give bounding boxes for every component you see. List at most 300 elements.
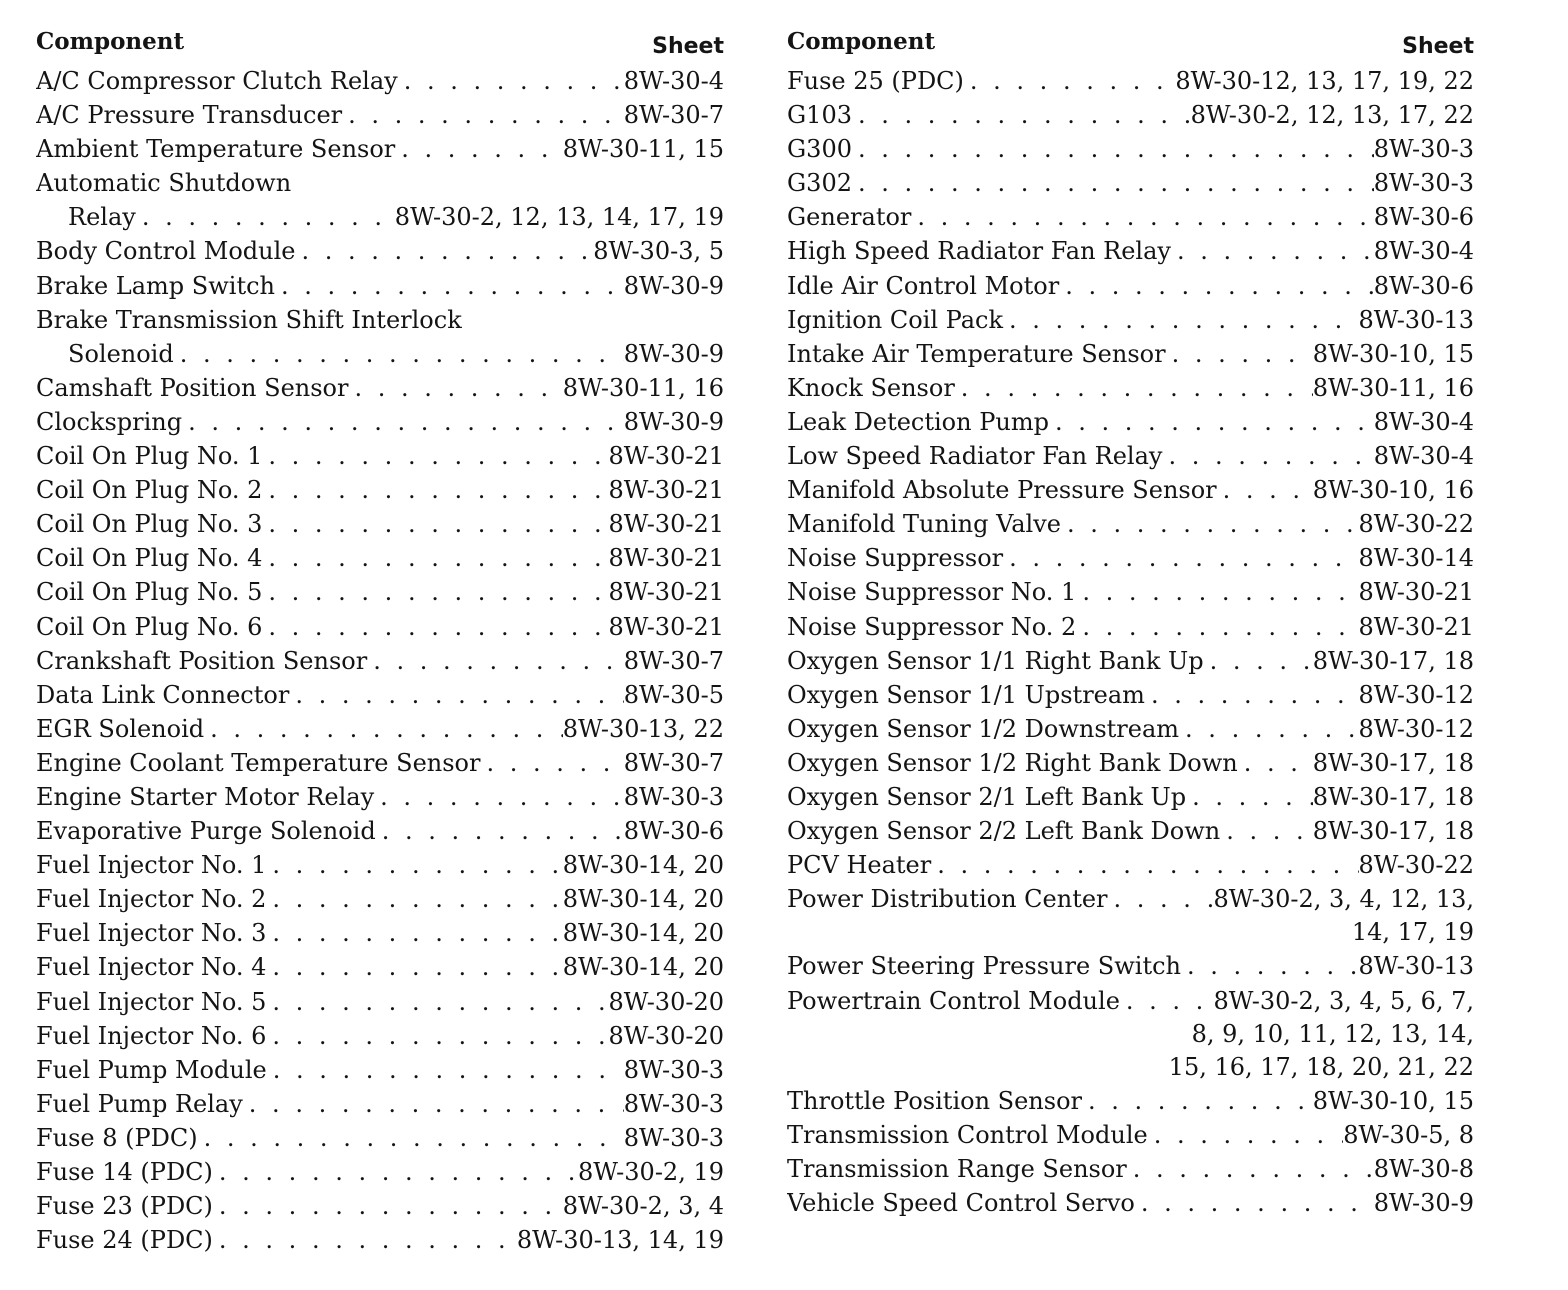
index-entry: [36, 166, 724, 234]
component-name: Fuse 24 (PDC): [36, 1226, 213, 1255]
sheet-reference: 8W-30-6: [1373, 203, 1474, 232]
component-name: Ignition Coil Pack: [787, 305, 1003, 334]
sheet-reference: 8W-30-21: [608, 476, 724, 505]
component-name: Manifold Absolute Pressure Sensor: [787, 476, 1217, 505]
dot-leader: [1217, 473, 1313, 507]
component-name: Manifold Tuning Valve: [787, 510, 1061, 539]
sheet-reference: 8W-30-12: [1358, 680, 1474, 709]
sheet-reference: 8W-30-7: [623, 646, 724, 675]
dot-leader: [376, 814, 624, 848]
sheet-reference: 8W-30-10, 15: [1312, 339, 1474, 368]
entry-line: [787, 507, 1474, 541]
sheet-reference: 8W-30-10, 15: [1312, 1086, 1474, 1115]
dot-leader: [1179, 712, 1358, 746]
component-name: Brake Lamp Switch: [36, 271, 275, 300]
dot-leader: [1145, 678, 1359, 712]
index-entry: [36, 1053, 724, 1087]
dot-leader: [1003, 541, 1358, 575]
index-entry: [36, 1155, 724, 1189]
entry-line: [36, 98, 724, 132]
index-entry: [787, 234, 1474, 268]
index-entry: [36, 950, 724, 984]
dot-leader: [262, 541, 608, 575]
index-entry: [787, 746, 1474, 780]
entry-line: [36, 882, 724, 916]
sheet-reference: 8W-30-22: [1358, 510, 1474, 539]
component-name: Fuse 23 (PDC): [36, 1192, 213, 1221]
entry-line: [787, 234, 1474, 268]
dot-leader: [1171, 234, 1374, 268]
index-entry: [36, 1223, 724, 1257]
dot-leader: [852, 98, 1191, 132]
right-column: [787, 28, 1474, 1220]
index-entry: [787, 780, 1474, 814]
index-entry: [787, 405, 1474, 439]
component-name: Oxygen Sensor 1/2 Right Bank Down: [787, 748, 1238, 777]
component-name: Oxygen Sensor 2/1 Left Bank Up: [787, 782, 1187, 811]
dot-leader: [964, 64, 1175, 98]
component-name: Fuel Injector No. 5: [36, 987, 267, 1016]
component-name: G103: [787, 101, 852, 130]
sheet-reference: 8W-30-2, 12, 13, 17, 22: [1190, 101, 1474, 130]
component-name: G302: [787, 169, 852, 198]
dot-leader: [367, 644, 624, 678]
entry-line: [787, 780, 1474, 814]
entry-line: [36, 950, 724, 984]
sheet-reference: 8W-30-9: [623, 339, 724, 368]
dot-leader: [1082, 1084, 1313, 1118]
entry-line: [787, 269, 1474, 303]
left-component-list: [36, 64, 724, 1257]
sheet-reference: 8W-30-17, 18: [1312, 782, 1474, 811]
component-name: PCV Heater: [787, 851, 932, 880]
component-name: Oxygen Sensor 2/2 Left Bank Down: [787, 817, 1221, 846]
index-entry: [787, 848, 1474, 882]
dot-leader: [1049, 405, 1374, 439]
index-entry: [36, 371, 724, 405]
component-name: Oxygen Sensor 1/1 Upstream: [787, 680, 1145, 709]
dot-leader: [262, 473, 608, 507]
index-entry: [36, 507, 724, 541]
dot-leader: [1127, 1152, 1374, 1186]
component-name: Brake Transmission Shift Interlock: [36, 305, 462, 334]
component-name: Low Speed Radiator Fan Relay: [787, 442, 1163, 471]
entry-line: [36, 1189, 724, 1223]
component-name: Fuse 25 (PDC): [787, 67, 964, 95]
entry-line: [787, 610, 1474, 644]
component-name: Fuel Injector No. 6: [36, 1021, 267, 1050]
sheet-reference: 8W-30-3: [1373, 169, 1474, 198]
component-name: Coil On Plug No. 5: [36, 578, 263, 607]
sheet-reference: 8W-30-3: [623, 1123, 724, 1152]
component-name: Evaporative Purge Solenoid: [36, 817, 376, 846]
index-entry: [787, 132, 1474, 166]
index-entry: [787, 337, 1474, 371]
index-entry: [787, 712, 1474, 746]
entry-line: [36, 269, 724, 303]
sheet-reference: 8W-30-13, 14, 19: [516, 1226, 724, 1255]
entry-line: [787, 1084, 1474, 1118]
right-component-list: [787, 64, 1474, 1220]
entry-line: [36, 985, 724, 1019]
entry-line: [787, 678, 1474, 712]
component-name: Leak Detection Pump: [787, 407, 1049, 436]
sheet-reference: 8W-30-2, 19: [577, 1158, 724, 1186]
dot-leader: [266, 985, 608, 1019]
index-entry: [36, 644, 724, 678]
component-name: Coil On Plug No. 4: [36, 544, 263, 573]
component-name: A/C Compressor Clutch Relay: [36, 67, 398, 95]
dot-leader: [267, 1053, 624, 1087]
dot-leader: [931, 848, 1358, 882]
entry-line: [36, 780, 724, 814]
dot-leader: [1204, 644, 1313, 678]
component-name: High Speed Radiator Fan Relay: [787, 237, 1171, 266]
component-name: Oxygen Sensor 1/1 Right Bank Up: [787, 646, 1204, 675]
index-entry: [787, 200, 1474, 234]
index-entry: [787, 1152, 1474, 1186]
entry-line: [787, 848, 1474, 882]
component-name: Coil On Plug No. 1: [36, 442, 263, 471]
index-entry: [36, 98, 724, 132]
dot-leader: [374, 780, 624, 814]
index-entry: [787, 882, 1474, 949]
sheet-reference: 8W-30-2, 3, 4: [562, 1192, 724, 1221]
component-name: Ambient Temperature Sensor: [36, 135, 396, 164]
sheet-reference-continued: 8, 9, 10, 11, 12, 13, 14,: [1191, 1019, 1474, 1048]
sheet-reference: 8W-30-21: [608, 510, 724, 539]
sheet-reference: 8W-30-4: [623, 67, 724, 95]
dot-leader: [1220, 814, 1312, 848]
index-entry: [36, 473, 724, 507]
sheet-reference: 8W-30-21: [608, 544, 724, 573]
sheet-reference: 8W-30-3: [623, 1055, 724, 1084]
component-name: Power Distribution Center: [787, 885, 1108, 914]
dot-leader: [243, 1087, 624, 1121]
sheet-reference: 8W-30-21: [608, 612, 724, 641]
index-entry: [36, 780, 724, 814]
component-name: Engine Starter Motor Relay: [36, 782, 375, 811]
component-name: Fuel Injector No. 1: [36, 851, 267, 880]
component-name: Automatic Shutdown: [36, 169, 292, 198]
component-name: Power Steering Pressure Switch: [787, 952, 1181, 981]
sheet-reference: 8W-30-9: [623, 271, 724, 300]
sheet-reference: 8W-30-6: [623, 817, 724, 846]
entry-line: [787, 439, 1474, 473]
dot-leader: [198, 1121, 624, 1155]
component-name: Throttle Position Sensor: [787, 1086, 1082, 1115]
entry-line: [36, 439, 724, 473]
component-name: Clockspring: [36, 407, 183, 436]
dot-leader: [1162, 439, 1373, 473]
index-entry: [787, 269, 1474, 303]
right-column-header: [787, 28, 1474, 64]
entry-line: [36, 132, 724, 166]
dot-leader: [266, 950, 562, 984]
dot-leader: [182, 405, 624, 439]
dot-leader: [1108, 882, 1214, 916]
sheet-reference: 8W-30-13: [1358, 952, 1474, 981]
left-column-header: [36, 28, 724, 64]
dot-leader: [213, 1189, 563, 1223]
sheet-reference: 8W-30-2, 12, 13, 14, 17, 19: [394, 203, 724, 232]
component-name: Body Control Module: [36, 237, 296, 266]
sheet-reference: 8W-30-11, 16: [562, 373, 724, 402]
sheet-reference: 8W-30-17, 18: [1312, 646, 1474, 675]
dot-leader: [262, 439, 608, 473]
sheet-reference: 8W-30-3: [623, 782, 724, 811]
dot-leader: [296, 234, 594, 268]
index-entry: [36, 234, 724, 268]
sheet-reference: 8W-30-4: [1373, 237, 1474, 266]
sheet-reference: 8W-30-10, 16: [1312, 476, 1474, 505]
index-entry: [36, 985, 724, 1019]
component-name: Noise Suppressor: [787, 544, 1004, 573]
index-entry: [787, 949, 1474, 983]
component-name: Fuel Pump Relay: [36, 1089, 243, 1118]
index-entry: [36, 575, 724, 609]
component-name: Powertrain Control Module: [787, 986, 1120, 1015]
entry-line: [787, 200, 1474, 234]
index-entry: [36, 882, 724, 916]
dot-leader: [1061, 507, 1359, 541]
sheet-reference: 8W-30-13: [1358, 305, 1474, 334]
entry-line: [36, 610, 724, 644]
sheet-reference: 8W-30-20: [608, 1021, 724, 1050]
dot-leader: [955, 371, 1313, 405]
dot-leader: [266, 1019, 608, 1053]
component-name-continued: Solenoid: [68, 339, 174, 368]
component-name: Noise Suppressor No. 2: [787, 612, 1077, 641]
index-entry: [36, 1189, 724, 1223]
sheet-reference: 8W-30-14: [1358, 544, 1474, 573]
dot-leader: [275, 269, 624, 303]
component-name: Data Link Connector: [36, 680, 290, 709]
entry-line: [36, 644, 724, 678]
left-column: [36, 28, 724, 1257]
component-name: Fuse 14 (PDC): [36, 1158, 213, 1186]
entry-line: [36, 541, 724, 575]
entry-line: [787, 166, 1474, 200]
entry-line: [787, 1118, 1474, 1152]
sheet-reference: 8W-30-8: [1373, 1155, 1474, 1183]
dot-leader: [1166, 337, 1313, 371]
sheet-reference: 8W-30-9: [623, 407, 724, 436]
component-name: Generator: [787, 203, 912, 232]
entry-line: [787, 882, 1474, 916]
component-name: Coil On Plug No. 2: [36, 476, 263, 505]
component-name: Transmission Range Sensor: [787, 1155, 1127, 1183]
index-entry: [787, 541, 1474, 575]
dot-leader: [342, 98, 624, 132]
dot-leader: [213, 1223, 517, 1257]
dot-leader: [204, 712, 563, 746]
sheet-reference: 8W-30-7: [623, 101, 724, 130]
entry-line: [787, 746, 1474, 780]
index-entry: [787, 166, 1474, 200]
dot-leader: [1148, 1118, 1344, 1152]
sheet-reference: 8W-30-5: [623, 680, 724, 709]
component-name: Fuel Pump Module: [36, 1055, 267, 1084]
sheet-reference: 8W-30-17, 18: [1312, 817, 1474, 846]
dot-leader: [348, 371, 562, 405]
index-entry: [36, 916, 724, 950]
entry-line: [36, 507, 724, 541]
sheet-reference: 8W-30-3: [623, 1089, 724, 1118]
dot-leader: [289, 678, 623, 712]
dot-leader: [1059, 269, 1374, 303]
sheet-reference: 8W-30-21: [608, 442, 724, 471]
index-entry: [787, 64, 1474, 98]
entry-line: [787, 949, 1474, 983]
entry-line: [36, 712, 724, 746]
entry-line: [787, 405, 1474, 439]
dot-leader: [174, 337, 624, 371]
sheet-reference: 8W-30-14, 20: [562, 919, 724, 948]
index-entry: [36, 303, 724, 371]
entry-line: [36, 371, 724, 405]
sheet-reference: 8W-30-12, 13, 17, 19, 22: [1175, 67, 1474, 95]
dot-leader: [262, 507, 608, 541]
entry-line: [787, 541, 1474, 575]
entry-line: [787, 814, 1474, 848]
sheet-reference: 8W-30-9: [1373, 1189, 1474, 1218]
index-entry: [787, 1084, 1474, 1118]
dot-leader: [398, 64, 624, 98]
entry-line: [36, 1223, 724, 1257]
sheet-reference: 8W-30-17, 18: [1312, 748, 1474, 777]
sheet-reference: 8W-30-21: [1358, 578, 1474, 607]
sheet-reference: 8W-30-13, 22: [562, 714, 724, 743]
dot-leader: [852, 132, 1374, 166]
entry-line: [787, 371, 1474, 405]
entry-line: [36, 1121, 724, 1155]
index-entry: [787, 814, 1474, 848]
component-name: Crankshaft Position Sensor: [36, 646, 368, 675]
index-entry: [36, 541, 724, 575]
index-entry: [36, 439, 724, 473]
entry-line: [36, 678, 724, 712]
entry-line: [36, 848, 724, 882]
entry-line: [36, 916, 724, 950]
entry-line: [36, 234, 724, 268]
dot-leader: [1120, 984, 1214, 1018]
component-name: G300: [787, 135, 852, 164]
dot-leader: [266, 848, 562, 882]
entry-line: [36, 303, 724, 337]
index-entry: [787, 473, 1474, 507]
component-name: A/C Pressure Transducer: [36, 101, 343, 130]
entry-line: [36, 814, 724, 848]
sheet-heading: Sheet: [1402, 34, 1474, 59]
dot-leader: [1181, 949, 1359, 983]
sheet-reference: 8W-30-11, 15: [562, 135, 724, 164]
sheet-reference: 8W-30-3, 5: [593, 237, 724, 266]
index-entry: [787, 507, 1474, 541]
component-name: Intake Air Temperature Sensor: [787, 339, 1166, 368]
index-entry: [36, 814, 724, 848]
index-entry: [36, 405, 724, 439]
sheet-reference-continued: 14, 17, 19: [1351, 918, 1474, 947]
sheet-reference: 8W-30-4: [1373, 442, 1474, 471]
index-entry: [787, 610, 1474, 644]
entry-line: [787, 984, 1474, 1018]
dot-leader: [1003, 303, 1359, 337]
index-entry: [787, 644, 1474, 678]
sheet-reference: 8W-30-21: [1358, 612, 1474, 641]
component-name: Knock Sensor: [787, 373, 955, 402]
dot-leader: [1186, 780, 1313, 814]
component-name: Coil On Plug No. 6: [36, 612, 263, 641]
entry-line: [787, 644, 1474, 678]
dot-leader: [262, 610, 608, 644]
entry-line: [36, 337, 724, 371]
sheet-reference: 8W-30-20: [608, 987, 724, 1016]
sheet-reference: 8W-30-21: [608, 578, 724, 607]
index-entry: [36, 1121, 724, 1155]
sheet-reference: 8W-30-14, 20: [562, 885, 724, 914]
component-name: Camshaft Position Sensor: [36, 373, 349, 402]
component-name: Coil On Plug No. 3: [36, 510, 263, 539]
dot-leader: [266, 916, 562, 950]
sheet-reference: 8W-30-6: [1373, 271, 1474, 300]
sheet-reference: 8W-30-14, 20: [562, 851, 724, 880]
sheet-reference: 8W-30-22: [1358, 851, 1474, 880]
index-entry: [787, 303, 1474, 337]
dot-leader: [395, 132, 562, 166]
dot-leader: [1238, 746, 1313, 780]
index-entry: [787, 98, 1474, 132]
sheet-reference-continued: 15, 16, 17, 18, 20, 21, 22: [1168, 1052, 1474, 1081]
component-name: Transmission Control Module: [787, 1120, 1148, 1149]
index-entry: [36, 848, 724, 882]
index-entry: [36, 132, 724, 166]
entry-line: [36, 200, 724, 234]
component-name: Fuel Injector No. 2: [36, 885, 267, 914]
index-entry: [787, 678, 1474, 712]
entry-line: [787, 712, 1474, 746]
dot-leader: [1076, 610, 1358, 644]
entry-line: [787, 1152, 1474, 1186]
sheet-heading: Sheet: [652, 34, 724, 59]
component-heading: Component: [36, 28, 185, 55]
dot-leader: [136, 200, 395, 234]
entry-line: [787, 303, 1474, 337]
entry-line: [36, 575, 724, 609]
entry-line: [787, 64, 1474, 98]
entry-line: [787, 98, 1474, 132]
entry-line: [36, 405, 724, 439]
dot-leader: [262, 575, 608, 609]
index-entry: [787, 439, 1474, 473]
dot-leader: [480, 746, 623, 780]
index-entry: [787, 1186, 1474, 1220]
sheet-reference: 8W-30-2, 3, 4, 5, 6, 7,: [1213, 986, 1474, 1015]
entry-line: [787, 473, 1474, 507]
component-name: Noise Suppressor No. 1: [787, 578, 1077, 607]
entry-line: [36, 64, 724, 98]
entry-line: [36, 1155, 724, 1189]
component-name: Oxygen Sensor 1/2 Downstream: [787, 714, 1180, 743]
sheet-reference: 8W-30-5, 8: [1343, 1120, 1474, 1149]
component-heading: Component: [787, 28, 936, 55]
sheet-reference: 8W-30-12: [1358, 714, 1474, 743]
entry-line: [787, 337, 1474, 371]
index-entry: [787, 1118, 1474, 1152]
index-entry: [36, 712, 724, 746]
index-entry: [787, 575, 1474, 609]
entry-line: [36, 1087, 724, 1121]
